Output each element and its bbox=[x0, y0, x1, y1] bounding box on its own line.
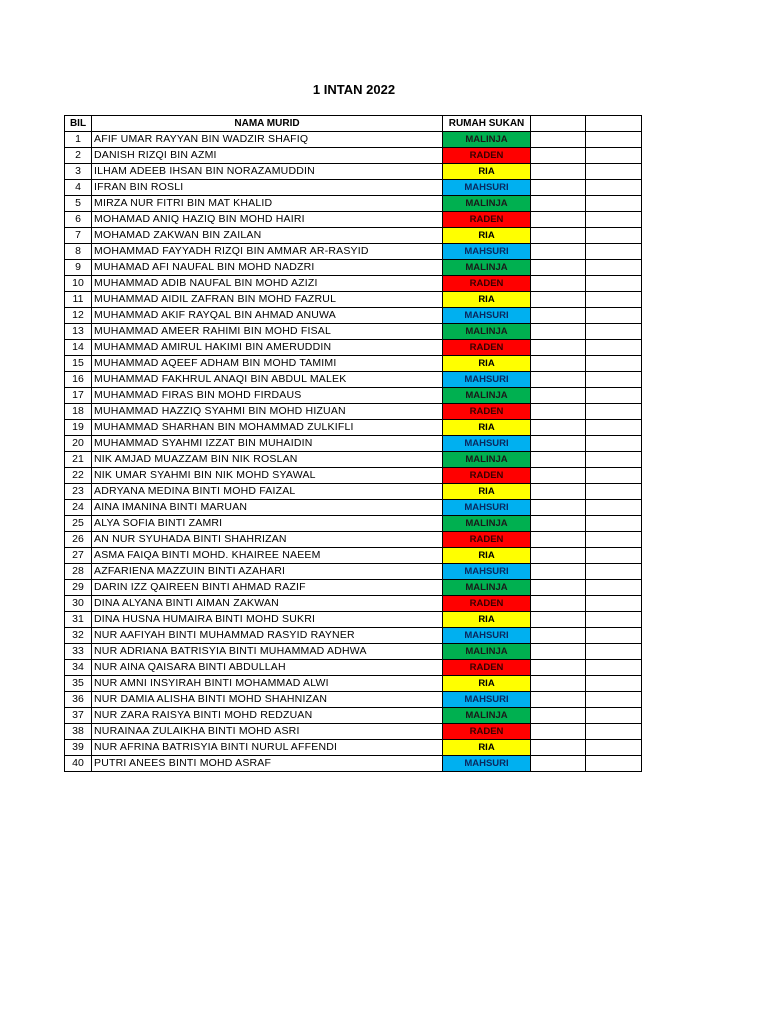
empty-cell bbox=[531, 724, 586, 740]
house-badge: MALINJA bbox=[443, 132, 531, 148]
empty-cell bbox=[586, 324, 642, 340]
empty-cell bbox=[586, 676, 642, 692]
table-row bbox=[65, 388, 642, 404]
table-row bbox=[65, 244, 642, 260]
student-name: NURAINAA ZULAIKHA BINTI MOHD ASRI bbox=[92, 724, 443, 740]
house-badge: MALINJA bbox=[443, 708, 531, 724]
table-row bbox=[65, 180, 642, 196]
empty-cell bbox=[586, 260, 642, 276]
empty-cell bbox=[531, 708, 586, 724]
student-name: MUHAMMAD SYAHMI IZZAT BIN MUHAIDIN bbox=[92, 436, 443, 452]
empty-cell bbox=[586, 564, 642, 580]
row-number: 12 bbox=[65, 308, 92, 324]
empty-cell bbox=[531, 308, 586, 324]
table-row bbox=[65, 324, 642, 340]
student-name: AZFARIENA MAZZUIN BINTI AZAHARI bbox=[92, 564, 443, 580]
row-number: 18 bbox=[65, 404, 92, 420]
empty-cell bbox=[586, 308, 642, 324]
house-badge: MAHSURI bbox=[443, 372, 531, 388]
table-row bbox=[65, 356, 642, 372]
empty-cell bbox=[531, 740, 586, 756]
student-name: MUHAMAD AFI NAUFAL BIN MOHD NADZRI bbox=[92, 260, 443, 276]
student-name: MOHAMAD ZAKWAN BIN ZAILAN bbox=[92, 228, 443, 244]
row-number: 5 bbox=[65, 196, 92, 212]
empty-cell bbox=[531, 260, 586, 276]
empty-cell bbox=[531, 228, 586, 244]
table-row bbox=[65, 308, 642, 324]
empty-cell bbox=[586, 692, 642, 708]
empty-cell bbox=[531, 180, 586, 196]
student-name: ASMA FAIQA BINTI MOHD. KHAIREE NAEEM bbox=[92, 548, 443, 564]
empty-cell bbox=[531, 164, 586, 180]
table-row bbox=[65, 644, 642, 660]
row-number: 28 bbox=[65, 564, 92, 580]
empty-cell bbox=[586, 420, 642, 436]
house-badge: RIA bbox=[443, 676, 531, 692]
empty-cell bbox=[586, 756, 642, 772]
empty-cell bbox=[586, 372, 642, 388]
empty-cell bbox=[531, 692, 586, 708]
header-empty-2 bbox=[586, 116, 642, 132]
house-badge: RIA bbox=[443, 164, 531, 180]
empty-cell bbox=[531, 580, 586, 596]
empty-cell bbox=[586, 708, 642, 724]
row-number: 29 bbox=[65, 580, 92, 596]
house-badge: MAHSURI bbox=[443, 436, 531, 452]
table-row bbox=[65, 500, 642, 516]
house-badge: RADEN bbox=[443, 468, 531, 484]
empty-cell bbox=[531, 132, 586, 148]
empty-cell bbox=[531, 324, 586, 340]
row-number: 20 bbox=[65, 436, 92, 452]
empty-cell bbox=[586, 596, 642, 612]
house-badge: RADEN bbox=[443, 276, 531, 292]
empty-cell bbox=[531, 500, 586, 516]
student-name: ALYA SOFIA BINTI ZAMRI bbox=[92, 516, 443, 532]
table-row bbox=[65, 516, 642, 532]
empty-cell bbox=[531, 404, 586, 420]
house-badge: RADEN bbox=[443, 596, 531, 612]
empty-cell bbox=[531, 420, 586, 436]
student-name: MUHAMMAD SHARHAN BIN MOHAMMAD ZULKIFLI bbox=[92, 420, 443, 436]
house-badge: MAHSURI bbox=[443, 756, 531, 772]
row-number: 13 bbox=[65, 324, 92, 340]
empty-cell bbox=[586, 548, 642, 564]
student-name: MUHAMMAD AMEER RAHIMI BIN MOHD FISAL bbox=[92, 324, 443, 340]
table-row bbox=[65, 580, 642, 596]
empty-cell bbox=[531, 388, 586, 404]
table-row bbox=[65, 468, 642, 484]
row-number: 35 bbox=[65, 676, 92, 692]
row-number: 39 bbox=[65, 740, 92, 756]
student-name: IFRAN BIN ROSLI bbox=[92, 180, 443, 196]
student-name: MUHAMMAD ADIB NAUFAL BIN MOHD AZIZI bbox=[92, 276, 443, 292]
empty-cell bbox=[586, 356, 642, 372]
student-name: MUHAMMAD FIRAS BIN MOHD FIRDAUS bbox=[92, 388, 443, 404]
empty-cell bbox=[586, 148, 642, 164]
empty-cell bbox=[586, 452, 642, 468]
page-title: 1 INTAN 2022 bbox=[312, 82, 396, 97]
empty-cell bbox=[531, 372, 586, 388]
empty-cell bbox=[531, 244, 586, 260]
empty-cell bbox=[586, 292, 642, 308]
row-number: 26 bbox=[65, 532, 92, 548]
empty-cell bbox=[586, 500, 642, 516]
row-number: 36 bbox=[65, 692, 92, 708]
table-row bbox=[65, 564, 642, 580]
empty-cell bbox=[586, 532, 642, 548]
empty-cell bbox=[531, 644, 586, 660]
empty-cell bbox=[531, 756, 586, 772]
table-row bbox=[65, 612, 642, 628]
row-number: 22 bbox=[65, 468, 92, 484]
empty-cell bbox=[586, 276, 642, 292]
row-number: 33 bbox=[65, 644, 92, 660]
table-row bbox=[65, 420, 642, 436]
row-number: 7 bbox=[65, 228, 92, 244]
student-name: NUR AMNI INSYIRAH BINTI MOHAMMAD ALWI bbox=[92, 676, 443, 692]
student-name: NUR ZARA RAISYA BINTI MOHD REDZUAN bbox=[92, 708, 443, 724]
row-number: 31 bbox=[65, 612, 92, 628]
student-name: PUTRI ANEES BINTI MOHD ASRAF bbox=[92, 756, 443, 772]
house-badge: MALINJA bbox=[443, 516, 531, 532]
table-row bbox=[65, 436, 642, 452]
house-badge: RIA bbox=[443, 612, 531, 628]
empty-cell bbox=[586, 580, 642, 596]
empty-cell bbox=[531, 548, 586, 564]
house-badge: MALINJA bbox=[443, 580, 531, 596]
student-name: MOHAMMAD FAYYADH RIZQI BIN AMMAR AR-RASYID bbox=[92, 244, 443, 260]
empty-cell bbox=[531, 484, 586, 500]
empty-cell bbox=[586, 740, 642, 756]
house-badge: MAHSURI bbox=[443, 180, 531, 196]
house-badge: RADEN bbox=[443, 532, 531, 548]
house-badge: MALINJA bbox=[443, 452, 531, 468]
student-roster-table bbox=[64, 115, 642, 772]
student-name: MUHAMMAD HAZZIQ SYAHMI BIN MOHD HIZUAN bbox=[92, 404, 443, 420]
empty-cell bbox=[586, 180, 642, 196]
empty-cell bbox=[586, 404, 642, 420]
student-name: NUR AFRINA BATRISYIA BINTI NURUL AFFENDI bbox=[92, 740, 443, 756]
empty-cell bbox=[531, 532, 586, 548]
row-number: 1 bbox=[65, 132, 92, 148]
table-row bbox=[65, 548, 642, 564]
student-name: MIRZA NUR FITRI BIN MAT KHALID bbox=[92, 196, 443, 212]
empty-cell bbox=[586, 436, 642, 452]
row-number: 2 bbox=[65, 148, 92, 164]
house-badge: RADEN bbox=[443, 212, 531, 228]
table-row bbox=[65, 164, 642, 180]
house-badge: RIA bbox=[443, 420, 531, 436]
empty-cell bbox=[531, 212, 586, 228]
row-number: 16 bbox=[65, 372, 92, 388]
table-row bbox=[65, 260, 642, 276]
empty-cell bbox=[586, 612, 642, 628]
row-number: 24 bbox=[65, 500, 92, 516]
empty-cell bbox=[531, 660, 586, 676]
row-number: 3 bbox=[65, 164, 92, 180]
empty-cell bbox=[531, 276, 586, 292]
student-name: NUR AINA QAISARA BINTI ABDULLAH bbox=[92, 660, 443, 676]
student-name: AINA IMANINA BINTI MARUAN bbox=[92, 500, 443, 516]
row-number: 32 bbox=[65, 628, 92, 644]
row-number: 6 bbox=[65, 212, 92, 228]
student-name: DARIN IZZ QAIREEN BINTI AHMAD RAZIF bbox=[92, 580, 443, 596]
row-number: 38 bbox=[65, 724, 92, 740]
house-badge: MAHSURI bbox=[443, 244, 531, 260]
empty-cell bbox=[586, 468, 642, 484]
table-row bbox=[65, 372, 642, 388]
empty-cell bbox=[531, 196, 586, 212]
row-number: 17 bbox=[65, 388, 92, 404]
table-row bbox=[65, 340, 642, 356]
table-row bbox=[65, 484, 642, 500]
house-badge: RIA bbox=[443, 548, 531, 564]
empty-cell bbox=[531, 340, 586, 356]
student-name: MUHAMMAD AIDIL ZAFRAN BIN MOHD FAZRUL bbox=[92, 292, 443, 308]
empty-cell bbox=[586, 628, 642, 644]
student-name: MUHAMMAD AKIF RAYQAL BIN AHMAD ANUWA bbox=[92, 308, 443, 324]
row-number: 27 bbox=[65, 548, 92, 564]
house-badge: RIA bbox=[443, 228, 531, 244]
roster-body bbox=[65, 132, 642, 772]
empty-cell bbox=[531, 356, 586, 372]
empty-cell bbox=[531, 628, 586, 644]
house-badge: RADEN bbox=[443, 148, 531, 164]
house-badge: RADEN bbox=[443, 340, 531, 356]
house-badge: RADEN bbox=[443, 660, 531, 676]
house-badge: MALINJA bbox=[443, 260, 531, 276]
table-row bbox=[65, 196, 642, 212]
house-badge: RADEN bbox=[443, 404, 531, 420]
student-name: DANISH RIZQI BIN AZMI bbox=[92, 148, 443, 164]
student-name: NUR ADRIANA BATRISYIA BINTI MUHAMMAD ADHWA bbox=[92, 644, 443, 660]
student-name: NUR AAFIYAH BINTI MUHAMMAD RASYID RAYNER bbox=[92, 628, 443, 644]
student-name: MUHAMMAD AQEEF ADHAM BIN MOHD TAMIMI bbox=[92, 356, 443, 372]
student-name: NUR DAMIA ALISHA BINTI MOHD SHAHNIZAN bbox=[92, 692, 443, 708]
house-badge: RIA bbox=[443, 484, 531, 500]
empty-cell bbox=[586, 644, 642, 660]
house-badge: MAHSURI bbox=[443, 628, 531, 644]
empty-cell bbox=[586, 244, 642, 260]
table-row bbox=[65, 292, 642, 308]
empty-cell bbox=[586, 212, 642, 228]
house-badge: RADEN bbox=[443, 724, 531, 740]
row-number: 10 bbox=[65, 276, 92, 292]
row-number: 19 bbox=[65, 420, 92, 436]
house-badge: MALINJA bbox=[443, 324, 531, 340]
table-row bbox=[65, 756, 642, 772]
empty-cell bbox=[586, 132, 642, 148]
house-badge: MAHSURI bbox=[443, 308, 531, 324]
house-badge: MALINJA bbox=[443, 196, 531, 212]
house-badge: MALINJA bbox=[443, 388, 531, 404]
empty-cell bbox=[586, 388, 642, 404]
table-row bbox=[65, 692, 642, 708]
empty-cell bbox=[531, 612, 586, 628]
student-name: ILHAM ADEEB IHSAN BIN NORAZAMUDDIN bbox=[92, 164, 443, 180]
empty-cell bbox=[586, 340, 642, 356]
empty-cell bbox=[586, 516, 642, 532]
table-row bbox=[65, 452, 642, 468]
table-row bbox=[65, 596, 642, 612]
row-number: 40 bbox=[65, 756, 92, 772]
house-badge: RIA bbox=[443, 740, 531, 756]
student-name: MUHAMMAD FAKHRUL ANAQI BIN ABDUL MALEK bbox=[92, 372, 443, 388]
student-name: MUHAMMAD AMIRUL HAKIMI BIN AMERUDDIN bbox=[92, 340, 443, 356]
row-number: 37 bbox=[65, 708, 92, 724]
house-badge: MALINJA bbox=[443, 644, 531, 660]
empty-cell bbox=[531, 292, 586, 308]
table-row bbox=[65, 628, 642, 644]
empty-cell bbox=[531, 452, 586, 468]
empty-cell bbox=[531, 676, 586, 692]
empty-cell bbox=[586, 724, 642, 740]
row-number: 15 bbox=[65, 356, 92, 372]
table-row bbox=[65, 724, 642, 740]
header-empty-1 bbox=[531, 116, 586, 132]
row-number: 8 bbox=[65, 244, 92, 260]
student-name: AFIF UMAR RAYYAN BIN WADZIR SHAFIQ bbox=[92, 132, 443, 148]
row-number: 9 bbox=[65, 260, 92, 276]
table-row bbox=[65, 132, 642, 148]
house-badge: MAHSURI bbox=[443, 564, 531, 580]
table-row bbox=[65, 404, 642, 420]
student-name: NIK AMJAD MUAZZAM BIN NIK ROSLAN bbox=[92, 452, 443, 468]
empty-cell bbox=[531, 564, 586, 580]
student-name: DINA HUSNA HUMAIRA BINTI MOHD SUKRI bbox=[92, 612, 443, 628]
table-row bbox=[65, 708, 642, 724]
student-name: MOHAMAD ANIQ HAZIQ BIN MOHD HAIRI bbox=[92, 212, 443, 228]
empty-cell bbox=[531, 148, 586, 164]
house-badge: RIA bbox=[443, 356, 531, 372]
header-house: RUMAH SUKAN bbox=[443, 116, 531, 132]
house-badge: MAHSURI bbox=[443, 500, 531, 516]
header-bil: BIL bbox=[65, 116, 92, 132]
header-name: NAMA MURID bbox=[92, 116, 443, 132]
row-number: 4 bbox=[65, 180, 92, 196]
empty-cell bbox=[586, 660, 642, 676]
row-number: 11 bbox=[65, 292, 92, 308]
row-number: 30 bbox=[65, 596, 92, 612]
table-header-row bbox=[65, 116, 642, 132]
empty-cell bbox=[586, 228, 642, 244]
student-name: AN NUR SYUHADA BINTI SHAHRIZAN bbox=[92, 532, 443, 548]
table-row bbox=[65, 212, 642, 228]
row-number: 34 bbox=[65, 660, 92, 676]
table-row bbox=[65, 276, 642, 292]
row-number: 21 bbox=[65, 452, 92, 468]
row-number: 23 bbox=[65, 484, 92, 500]
row-number: 25 bbox=[65, 516, 92, 532]
table-row bbox=[65, 660, 642, 676]
empty-cell bbox=[531, 468, 586, 484]
table-row bbox=[65, 676, 642, 692]
empty-cell bbox=[586, 164, 642, 180]
table-row bbox=[65, 740, 642, 756]
row-number: 14 bbox=[65, 340, 92, 356]
student-name: DINA ALYANA BINTI AIMAN ZAKWAN bbox=[92, 596, 443, 612]
table-row bbox=[65, 228, 642, 244]
house-badge: MAHSURI bbox=[443, 692, 531, 708]
table-row bbox=[65, 148, 642, 164]
table-row bbox=[65, 532, 642, 548]
student-name: NIK UMAR SYAHMI BIN NIK MOHD SYAWAL bbox=[92, 468, 443, 484]
empty-cell bbox=[531, 516, 586, 532]
empty-cell bbox=[531, 436, 586, 452]
empty-cell bbox=[586, 196, 642, 212]
house-badge: RIA bbox=[443, 292, 531, 308]
empty-cell bbox=[586, 484, 642, 500]
empty-cell bbox=[531, 596, 586, 612]
student-name: ADRYANA MEDINA BINTI MOHD FAIZAL bbox=[92, 484, 443, 500]
